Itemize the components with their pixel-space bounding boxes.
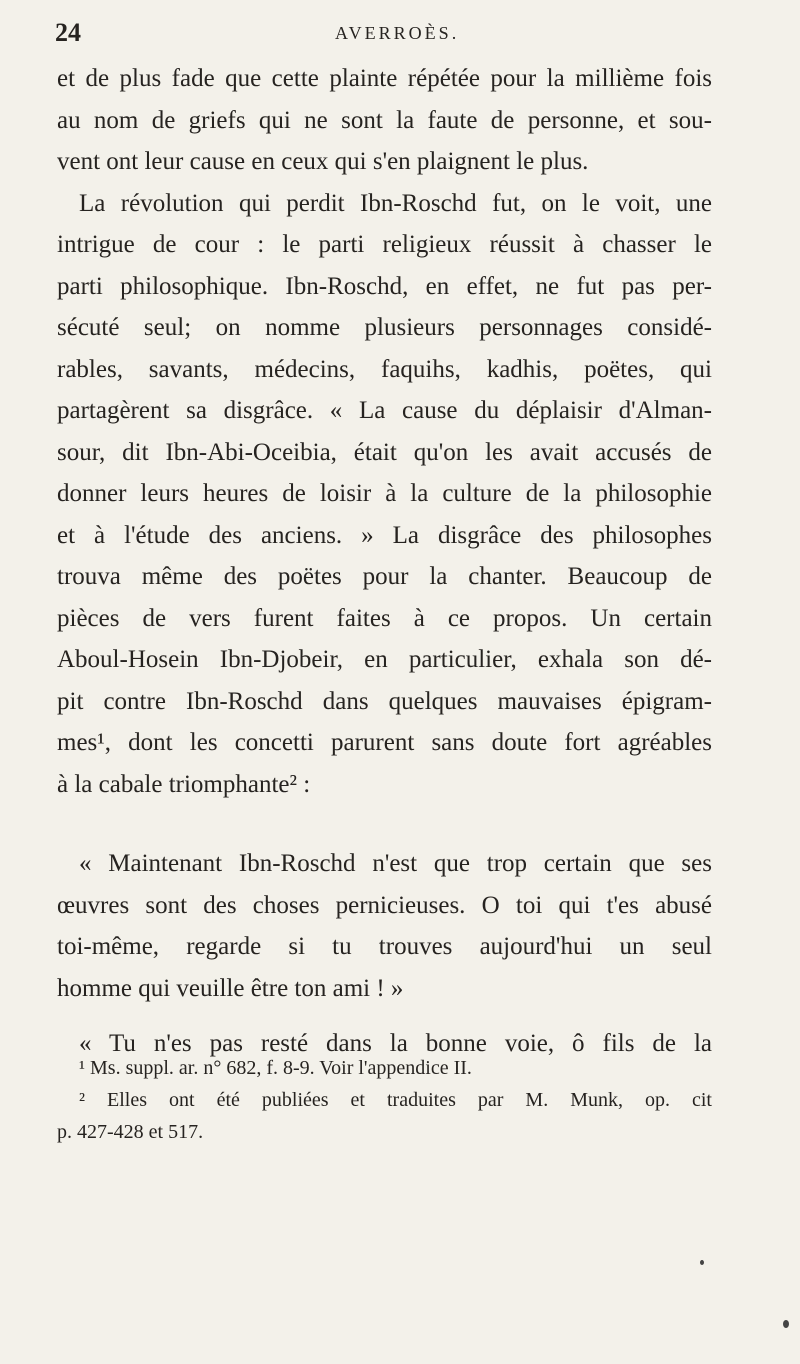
text-line: rables, savants, médecins, faquihs, kadhis, poëtes, qui [57,355,712,383]
text-line: parti philosophique. Ibn-Roschd, en effet, ne fut pas per- [57,272,712,300]
footnotes [57,1052,712,1148]
footnote: p. 427-428 et 517. [57,1121,204,1143]
text-line: Aboul-Hosein Ibn-Djobeir, en particulier, exhala son dé- [57,646,712,673]
text-line: sécuté seul; on nomme plusieurs personnages considé- [57,314,712,341]
text-line: et de plus fade que cette plainte répétée pour la millième fois [57,65,712,92]
text-line: pit contre Ibn-Roschd dans quelques mauvaises épigram- [57,687,712,715]
body-text [57,58,712,1065]
text-line: vent ont leur cause en ceux qui s'en plaignent le plus. [57,148,589,175]
text-line: pièces de vers furent faites à ce propos. Un certain [57,604,712,632]
quote-line: toi-même, regarde si tu trouves aujourd'hui un seul [57,933,712,960]
text-line: sour, dit Ibn-Abi-Oceibia, était qu'on les avait accusés de [57,438,712,466]
page-number: 24 [55,18,81,47]
text-line: au nom de griefs qui ne sont la faute de personne, et sou- [57,106,712,134]
ink-speck [783,1320,789,1328]
text-line: intrigue de cour : le parti religieux réussit à chasser le [57,231,712,258]
text-line: La révolution qui perdit Ibn-Roschd fut, on le voit, une [79,189,712,217]
quote-line: « Maintenant Ibn-Roschd n'est que trop certain que ses [79,850,712,877]
quote-line: œuvres sont des choses pernicieuses. O toi qui t'es abusé [57,891,712,919]
quote-line: homme qui veuille être ton ami ! » [57,974,404,1002]
text-line: à la cabale triomphante² : [57,770,311,798]
running-title: AVERROÈS. [335,23,460,43]
footnote: ¹ Ms. suppl. ar. n° 682, f. 8-9. Voir l'appendice II. [79,1057,472,1079]
text-line: mes¹, dont les concetti parurent sans doute fort agréables [57,729,712,756]
ink-speck [700,1260,704,1265]
text-line: et à l'étude des anciens. » La disgrâce des philosophes [57,521,712,549]
text-line: partagèrent sa disgrâce. « La cause du déplaisir d'Alman- [57,397,712,424]
text-line: trouva même des poëtes pour la chanter. Beaucoup de [57,563,712,590]
quote-line: « Tu n'es pas resté dans la bonne voie, ô fils de la [79,1030,712,1057]
page-header [0,0,800,60]
text-line: donner leurs heures de loisir à la culture de la philosophie [57,480,712,507]
footnote: ² Elles ont été publiées et traduites par M. Munk, op. cit [79,1089,712,1111]
